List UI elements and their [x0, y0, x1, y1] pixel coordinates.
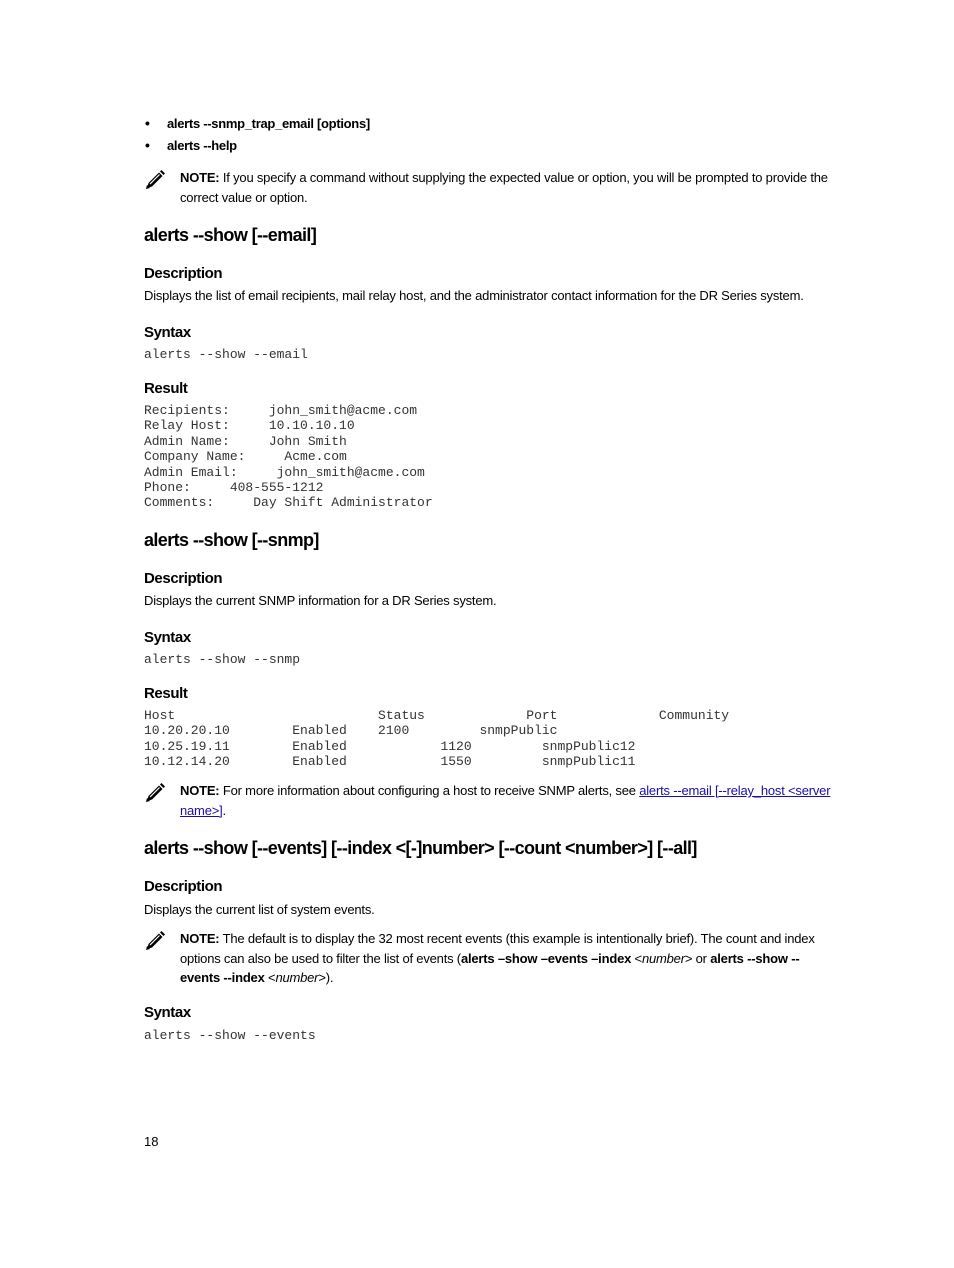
section-heading: alerts --show [--email] [144, 225, 317, 245]
section-heading: alerts --show [--snmp] [144, 530, 319, 550]
syntax-code: alerts --show --snmp [144, 652, 301, 667]
relay-host-link[interactable]: alerts --email [--relay_host <server name>] [180, 783, 831, 818]
subheading-description: Description [144, 878, 223, 895]
note: NOTE: For more information about configuring a host to receive SNMP alerts, see alerts --email [--relay_host <server name>]. [180, 783, 831, 818]
description-text: Displays the current SNMP information for a DR Series system. [144, 593, 497, 608]
pencil-note-icon [144, 169, 166, 191]
subheading-description: Description [144, 265, 223, 282]
subheading-result: Result [144, 380, 188, 397]
subheading-description: Description [144, 570, 223, 587]
note: NOTE: The default is to display the 32 most recent events (this example is intentionally brief). The count and index options can also be used to filter the list of events (alerts –show –events –index <number> or alerts --show --events --index <number>). [180, 931, 815, 985]
bullet-icon: • [145, 137, 150, 153]
note: NOTE: If you specify a command without supplying the expected value or option, you will be prompted to provide the correct value or option. [180, 170, 828, 205]
syntax-code: alerts --show --events [144, 1028, 316, 1043]
subheading-syntax: Syntax [144, 1004, 191, 1021]
subheading-result: Result [144, 685, 188, 702]
page-number: 18 [144, 1134, 159, 1149]
result-code: Recipients: john_smith@acme.com Relay Host: 10.10.10.10 Admin Name: John Smith Company Name: Acme.com Admin Email: john_smith@acme.com Phone: 408-555-1212 Comments: Day Shift Administrator [144, 403, 433, 511]
bullet-item: • alerts --help [145, 137, 237, 153]
pencil-note-icon [144, 782, 166, 804]
subheading-syntax: Syntax [144, 629, 191, 646]
section-heading: alerts --show [--events] [--index <[-]number> [--count <number>] [--all] [144, 838, 697, 858]
bullet-icon: • [145, 115, 150, 131]
subheading-syntax: Syntax [144, 324, 191, 341]
bullet-item: • alerts --snmp_trap_email [options] [145, 115, 370, 131]
result-code: Host Status Port Community 10.20.20.10 Enabled 2100 snmpPublic 10.25.19.11 Enabled 1120 snmpPublic12 10.12.14.20 Enabled 1550 snmpPublic11 [144, 708, 730, 770]
syntax-code: alerts --show --email [144, 347, 308, 362]
pencil-note-icon [144, 930, 166, 952]
description-text: Displays the current list of system events. [144, 902, 375, 917]
description-text: Displays the list of email recipients, mail relay host, and the administrator contact information for the DR Series system. [144, 288, 804, 303]
